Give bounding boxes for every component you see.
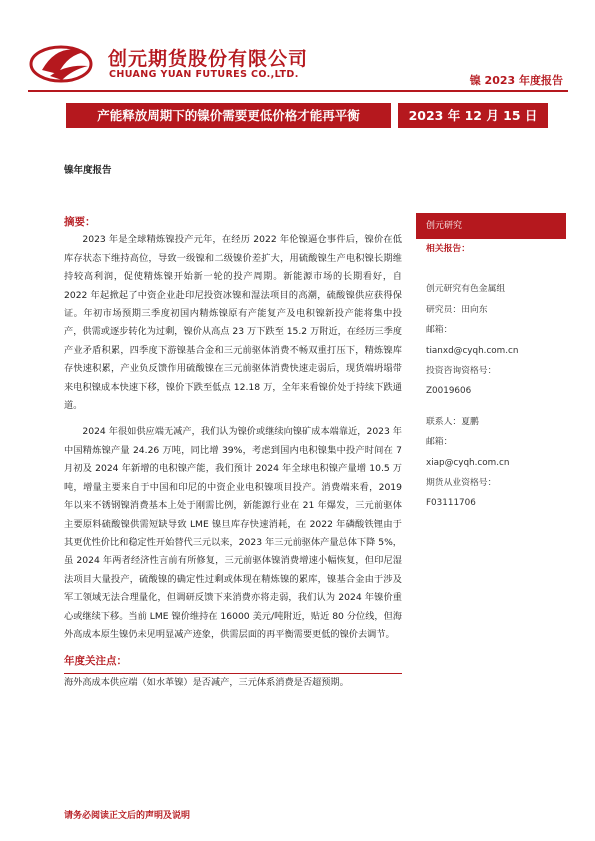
abstract-heading: 摘要： bbox=[64, 216, 96, 228]
report-type-label: 镍 2023 年度报告 bbox=[469, 74, 563, 87]
sidebar bbox=[416, 213, 566, 514]
analyst-email[interactable]: tianxd@cyqh.com.cn bbox=[426, 345, 519, 356]
abstract-section bbox=[64, 213, 402, 692]
company-name-cn: 创元期货股份有限公司 bbox=[108, 48, 309, 70]
report-title: 产能释放周期下的镍价需要更低价格才能再平衡 bbox=[66, 103, 391, 128]
research-group: 创元研究有色金属组 bbox=[426, 284, 506, 295]
outlook-text: 海外高成本供应端（如水革镍）是否减产，三元体系消费是否超预期。 bbox=[64, 676, 349, 688]
header-divider bbox=[28, 90, 568, 92]
outlook-heading: 年度关注点： bbox=[64, 655, 127, 668]
report-subtitle: 镍年度报告 bbox=[64, 165, 112, 176]
sidebar-tag: 创元研究 bbox=[416, 213, 566, 239]
contact-name: 联系人：夏鹏 bbox=[426, 416, 479, 427]
contact-license: F03111706 bbox=[426, 498, 476, 509]
analyst-email-label: 邮箱： bbox=[426, 325, 453, 336]
analyst-license: Z0019606 bbox=[426, 386, 472, 397]
contact-email-label: 邮箱： bbox=[426, 437, 453, 448]
footer-disclaimer: 请务必阅读正文后的声明及说明 bbox=[64, 811, 191, 821]
abstract-paragraph-2: 2024 年很如供应端无减产，我们认为镍价或继续向镍矿成本端靠近，2023 年中国精炼镍产量 24.26 万吨，同比增 39%，考虑到国内电积镍集中投产时间在 7 月初及 2024 年新增的电积镍产能，我们预计 2024 年全球电积镍产量增 10.5 万吨，增量主要来自于中国和印尼的中资企业电积镍项目投产。消费端来看，2019 年以来不锈钢镍消费基本上处于刚需比例，新能源行业在 21 年爆发，三元前驱体主要原料硫酸镍供需短缺导致 LME 镍旦库存快速消耗，在 2022 年磷酸铁锂由于其更优性价比和稳定性开始替代三元以来，2023 年三元前驱体产量总体下降 5%，虽 2024 年两者经济性言前有所修复，三元前驱体镍消费增速小幅恢复，但印尼湿法项目大量投产，硫酸镍的确定性过剩或体现在精炼镍的累库，镍基合金由于涉及军工领域无法合理量化，但调研反馈下来消费亦将走弱，我们认为 2024 年镍价重心或继续下移。当前 LME 镍价维持在 16000 美元/吨附近，贴近 80 分位线，但海外高成本原生镍仍未见明显减产迹象，供需层面的再平衡需要更低的镍价去调节。 bbox=[64, 426, 402, 640]
company-logo-icon bbox=[28, 40, 94, 84]
abstract-paragraph-1: 2023 年是全球精炼镍投产元年，在经历 2022 年伦镍逼仓事件后，镍价在低库存状态下维持高位，导致一级镍和二级镍价差扩大，用硫酸镍生产电积镍长期维持较高利润，促使精炼镍开始新一轮的投产周期。新能源市场的长期看好，自 2022 年起掀起了中资企业赴印尼投资冰镍和湿法项目的高潮，硫酸镍供应获得保证。年初市场预期三季度初国内精炼镍原有产能复产及电积镍新投产能将集中投产，供需或逐步转化为过剩，镍价从高点 23 万下跌至 15.2 万附近，在经历三季度产业矛盾积累，四季度下游镍基合金和三元前驱体消费不畅双重打压下，精炼镍库存快速积累，产业负反馈作用硫酸镍在三元前驱体消费快速走弱后，现货端坍塌带来电积镍成本快速下移，镍价下跌至低点 12.18 万，全年来看镍价处于持续下跌通道。 bbox=[64, 234, 402, 412]
analyst-name: 研究员：田向东 bbox=[426, 304, 488, 315]
analyst-license-label: 投资咨询资格号： bbox=[426, 366, 497, 377]
report-date: 2023 年 12 月 15 日 bbox=[398, 103, 548, 128]
company-name-en: CHUANG YUAN FUTURES CO.,LTD. bbox=[109, 69, 299, 80]
related-reports-label: 相关报告： bbox=[426, 244, 470, 254]
contact-license-label: 期货从业资格号： bbox=[426, 478, 497, 489]
contact-email[interactable]: xiap@cyqh.com.cn bbox=[426, 457, 510, 468]
